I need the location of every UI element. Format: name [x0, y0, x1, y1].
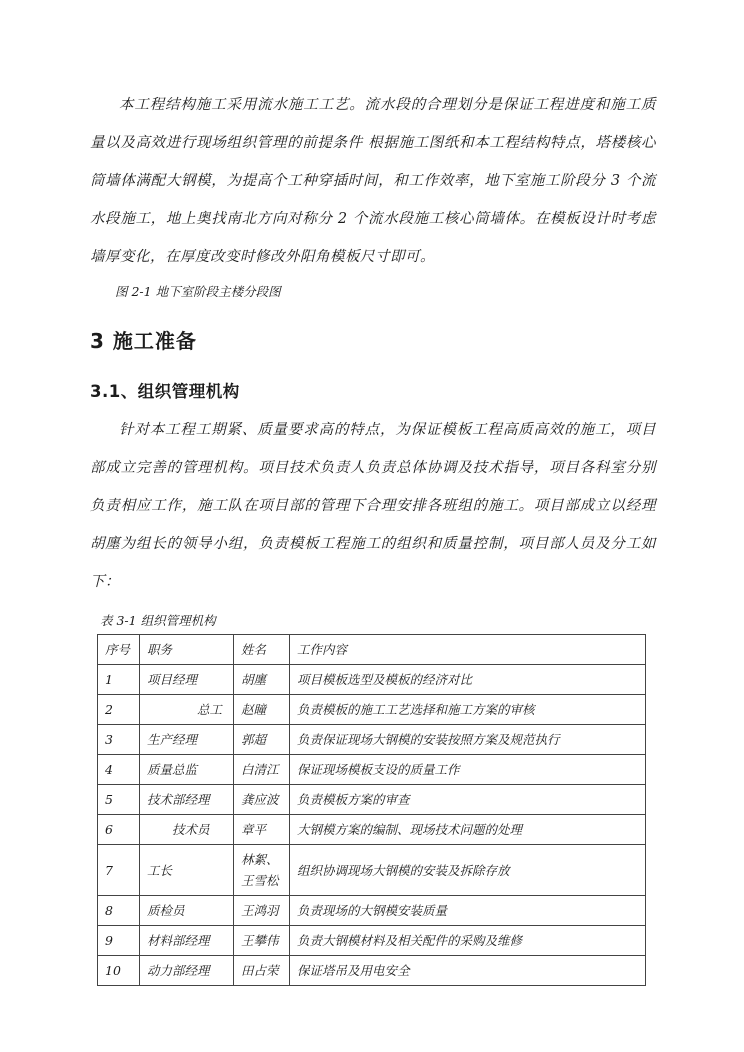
table-cell: 动力部经理 — [140, 956, 234, 986]
table-row — [98, 956, 646, 986]
table-row — [98, 755, 646, 785]
table-body — [98, 665, 646, 986]
table-row — [98, 695, 646, 725]
table-cell: 负责保证现场大钢模的安装按照方案及规范执行 — [290, 725, 646, 755]
table-cell: 王鸿羽 — [234, 896, 290, 926]
table-cell: 3 — [98, 725, 140, 755]
table-caption: 表 3-1 组织管理机构 — [100, 613, 216, 628]
table-cell: 赵瞳 — [234, 695, 290, 725]
table-cell: 技术部经理 — [140, 785, 234, 815]
body-paragraph-1: 本工程结构施工采用流水施工工艺。流水段的合理划分是保证工程进度和施工质量以及高效进行现场组织管理的前提条件 根据施工图纸和本工程结构特点，塔楼核心筒墙体满配大钢模，为提高个工种穿插时间，和工作效率，地下室施工阶段分 3 个流水段施工，地上奥找南北方向对称分 2 个流水段施工核心筒墙体。在模板设计时考虑墙厚变化，在厚度改变时修改外阳角模板尺寸即可。 — [90, 97, 656, 265]
table-cell: 2 — [98, 695, 140, 725]
table-cell: 章平 — [234, 815, 290, 845]
table-cell: 项目模板选型及模板的经济对比 — [290, 665, 646, 695]
table-header-row — [98, 635, 646, 665]
table-cell: 技术员 — [140, 815, 234, 845]
body-paragraph-2: 针对本工程工期紧、质量要求高的特点，为保证模板工程高质高效的施工，项目部成立完善的管理机构。项目技术负责人负责总体协调及技术指导，项目各科室分别负责相应工作，施工队在项目部的管理下合理安排各班组的施工。项目部成立以经理胡廛为组长的领导小组，负责模板工程施工的组织和质量控制，项目部人员及分工如下： — [90, 422, 656, 590]
organization-table — [97, 634, 646, 986]
table-cell: 大钢模方案的编制、现场技术问题的处理 — [290, 815, 646, 845]
table-cell: 负责模板方案的审查 — [290, 785, 646, 815]
table-cell: 10 — [98, 956, 140, 986]
table-cell: 胡廛 — [234, 665, 290, 695]
table-row — [98, 785, 646, 815]
table-row — [98, 725, 646, 755]
table-cell: 林絮、王雪松 — [234, 845, 290, 896]
table-cell: 总工 — [140, 695, 234, 725]
table-cell: 保证现场模板支设的质量工作 — [290, 755, 646, 785]
header-cell-name: 姓名 — [234, 635, 290, 665]
table-row — [98, 845, 646, 896]
table-cell: 7 — [98, 845, 140, 896]
table-cell: 5 — [98, 785, 140, 815]
table-cell: 白清江 — [234, 755, 290, 785]
table-cell: 负责大钢模材料及相关配件的采购及维修 — [290, 926, 646, 956]
table-cell: 负责模板的施工工艺选择和施工方案的审核 — [290, 695, 646, 725]
subsection-heading: 3.1、组织管理机构 — [90, 382, 240, 401]
table-cell: 郭超 — [234, 725, 290, 755]
table-row — [98, 896, 646, 926]
table-cell: 质量总监 — [140, 755, 234, 785]
table-cell: 项目经理 — [140, 665, 234, 695]
table-row — [98, 665, 646, 695]
table-cell: 1 — [98, 665, 140, 695]
header-cell-work: 工作内容 — [290, 635, 646, 665]
table-row — [98, 815, 646, 845]
table-cell: 王攀伟 — [234, 926, 290, 956]
table-cell: 组织协调现场大钢模的安装及拆除存放 — [290, 845, 646, 896]
table-cell: 8 — [98, 896, 140, 926]
table-row — [98, 926, 646, 956]
table-cell: 6 — [98, 815, 140, 845]
figure-caption: 图 2-1 地下室阶段主楼分段图 — [115, 284, 281, 299]
table-cell: 负责现场的大钢模安装质量 — [290, 896, 646, 926]
section-heading: 3 施工准备 — [90, 329, 197, 353]
table-cell: 田占荣 — [234, 956, 290, 986]
table-cell: 材料部经理 — [140, 926, 234, 956]
header-cell-number: 序号 — [98, 635, 140, 665]
table-cell: 工长 — [140, 845, 234, 896]
table-cell: 保证塔吊及用电安全 — [290, 956, 646, 986]
table-cell: 质检员 — [140, 896, 234, 926]
table-cell: 生产经理 — [140, 725, 234, 755]
table-cell: 4 — [98, 755, 140, 785]
table-cell: 9 — [98, 926, 140, 956]
table-cell: 龚应波 — [234, 785, 290, 815]
header-cell-position: 职务 — [140, 635, 234, 665]
